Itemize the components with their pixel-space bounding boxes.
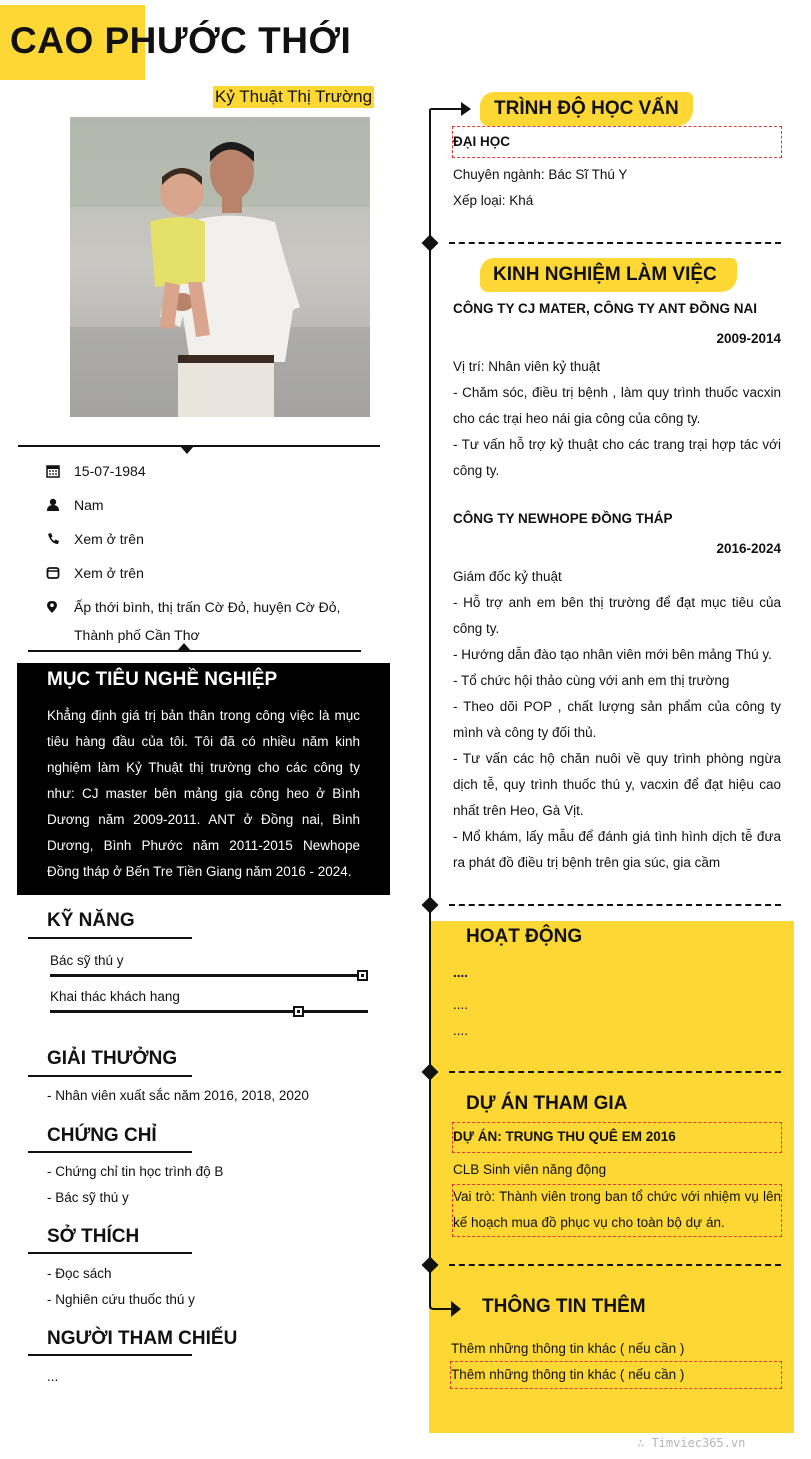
experience-title: KINH NGHIỆM LÀM VIỆC [493, 264, 717, 285]
skill-name: Bác sỹ thú y [50, 953, 124, 968]
location-icon [46, 597, 74, 617]
certificate-item: - Bác sỹ thú y [47, 1190, 129, 1205]
job-line: - Mổ khám, lấy mẫu để đánh giá tình hình dịch tễ đưa ra phát đồ điều trị bệnh trên gia súc, gia cầm [453, 829, 781, 870]
education-level: ĐẠI HỌC [453, 134, 510, 149]
hobbies-underline [28, 1252, 192, 1254]
skill-bar [50, 1010, 368, 1014]
hobby-item: - Nghiên cứu thuốc thú y [47, 1292, 195, 1307]
email-row [46, 563, 144, 587]
section-divider [449, 242, 781, 244]
job-title: Kỷ Thuật Thị Trường [215, 87, 373, 106]
divider-arrow-icon [180, 446, 194, 454]
timeline-line [429, 117, 431, 1307]
awards-title: GIẢI THƯỞNG [47, 1048, 178, 1069]
education-major: Chuyên ngành: Bác Sĩ Thú Y [453, 167, 628, 182]
certificates-underline [28, 1151, 192, 1153]
birthdate-row [46, 461, 146, 485]
education-title: TRÌNH ĐỘ HỌC VẤN [494, 98, 679, 119]
job-line: - Tư vấn hỗ trợ kỷ thuật cho các trang trại hợp tác với công ty. [453, 437, 781, 478]
hobbies-title: SỞ THÍCH [47, 1226, 140, 1247]
career-objective-title: MỤC TIÊU NGHỀ NGHIỆP [47, 669, 278, 690]
divider [18, 445, 380, 447]
references-underline [28, 1354, 192, 1356]
section-divider [449, 1071, 781, 1073]
hobby-item: - Đọc sách [47, 1266, 112, 1281]
skill-level-marker [357, 970, 368, 981]
email-text: Xem ở trên [74, 565, 144, 581]
job-company: CÔNG TY NEWHOPE ĐỒNG THÁP [453, 511, 673, 526]
job-line: - Chăm sóc, điều trị bệnh , làm quy trình thuốc vacxin cho các trại heo nái gia công của công ty. [453, 385, 781, 426]
user-icon [46, 495, 74, 515]
birthdate-text: 15-07-1984 [74, 463, 146, 479]
skill-name: Khai thác khách hang [50, 989, 180, 1004]
watermark-dots-icon: ∴ [637, 1436, 652, 1450]
project-role: Vai trò: Thành viên trong ban tổ chức với nhiệm vụ lên kế hoạch mua đồ phục vụ cho toàn bộ dự án. [453, 1189, 781, 1230]
watermark-text: Timviec365.vn [651, 1436, 746, 1450]
additional-info-item: Thêm những thông tin khác ( nếu cần ) [451, 1367, 685, 1382]
job-period: 2016-2024 [716, 541, 781, 556]
project-org: CLB Sinh viên năng động [453, 1162, 607, 1177]
address-row [46, 597, 346, 649]
additional-info-item: Thêm những thông tin khác ( nếu cần ) [451, 1341, 685, 1356]
phone-text: Xem ở trên [74, 531, 144, 547]
activity-heading: .... [453, 965, 469, 980]
projects-title: DỰ ÁN THAM GIA [466, 1093, 628, 1114]
skill-level-marker [293, 1006, 304, 1017]
section-divider [449, 1264, 781, 1266]
award-item: - Nhân viên xuất sắc năm 2016, 2018, 2020 [47, 1088, 309, 1103]
timeline-arrow-icon [429, 100, 474, 124]
references-title: NGƯỜI THAM CHIẾU [47, 1328, 238, 1349]
skill-bar [50, 974, 368, 978]
skills-underline [28, 937, 192, 939]
job-line: - Hỗ trợ anh em bên thị trường để đạt mục tiêu của công ty. [453, 595, 781, 636]
job-line: - Theo dõi POP , chất lượng sản phẩm của công ty mình và công ty đối thủ. [453, 699, 781, 740]
awards-underline [28, 1075, 192, 1077]
calendar-icon [46, 461, 74, 481]
profile-photo [70, 117, 370, 417]
phone-row [46, 529, 144, 553]
timeline-diamond-icon [422, 235, 439, 252]
job-line: Vị trí: Nhân viên kỷ thuật [453, 359, 601, 374]
watermark [637, 1436, 745, 1450]
job-line: - Tổ chức hội thảo cùng với anh em thị trường [453, 673, 730, 688]
address-text: Ấp thới bình, thị trấn Cờ Đỏ, huyện Cờ Đỏ, Thành phố Cần Thơ [74, 599, 341, 643]
timeline-diamond-icon [422, 897, 439, 914]
activity-item: .... [453, 1023, 469, 1038]
phone-icon [46, 529, 74, 549]
activity-item: .... [453, 997, 469, 1012]
job-company: CÔNG TY CJ MATER, CÔNG TY ANT ĐỒNG NAI [453, 301, 758, 316]
activities-title: HOẠT ĐỘNG [466, 926, 583, 947]
timeline-end-arrow-icon [429, 1290, 465, 1320]
job-line: - Tư vấn các hộ chăn nuôi về quy trình phòng ngừa dịch tễ, quy trình thuốc thú y, vacxin để đạt hiệu cao nhất trên Heo, Gà Vịt. [453, 751, 781, 818]
section-divider [449, 904, 781, 906]
job-period: 2009-2014 [716, 331, 781, 346]
gender-text: Nam [74, 497, 104, 513]
candidate-name: CAO PHƯỚC THỚI [10, 20, 352, 61]
education-grade: Xếp loại: Khá [453, 193, 534, 208]
email-icon [46, 563, 74, 583]
certificates-title: CHỨNG CHỈ [47, 1125, 157, 1146]
skills-title: KỸ NĂNG [47, 910, 135, 931]
reference-item: ... [47, 1369, 59, 1384]
job-line: Giám đốc kỷ thuật [453, 569, 562, 584]
certificate-item: - Chứng chỉ tin học trình độ B [47, 1164, 224, 1179]
divider [28, 650, 361, 652]
project-name: DỰ ÁN: TRUNG THU QUÊ EM 2016 [453, 1129, 676, 1144]
career-objective-text: Khẳng định giá trị bản thân trong công việc là mục tiêu hàng đầu của tôi. Tôi đã có nhiều năm kinh nghiệm làm Kỷ Thuật thị trường cho các công ty như: CJ master bên mảng gia công heo ở Bình Dương năm 2009-2011. ANT ở Đồng nai, Bình Dương, Bình Phước năm 2011-2015 Newhope Đồng tháp ở Bến Tre Tiền Giang năm 2016 - 2024. [47, 708, 360, 879]
gender-row [46, 495, 104, 519]
career-objective-section [17, 663, 390, 895]
divider-arrow-icon [177, 643, 191, 651]
profile-photo-illustration [70, 117, 370, 417]
job-line: - Hướng dẫn đào tạo nhân viên mới bên mảng Thú y. [453, 647, 772, 662]
additional-info-title: THÔNG TIN THÊM [482, 1296, 646, 1317]
